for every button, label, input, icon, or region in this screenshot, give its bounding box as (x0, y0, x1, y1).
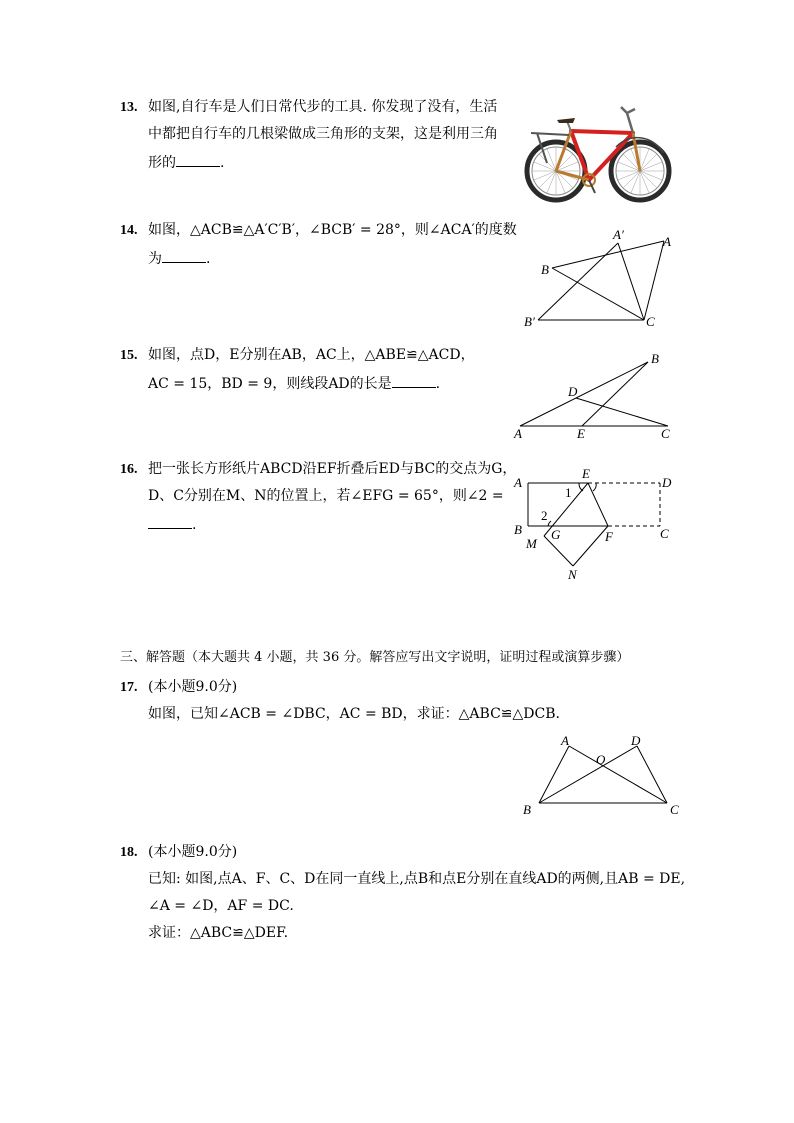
q13-number: 13. (120, 100, 138, 115)
bicycle-seat (557, 118, 575, 123)
q16-label-angle-1: 1 (565, 485, 572, 500)
q16-angle-E-arc (593, 483, 596, 491)
q18-score: (本小题9.0分) (148, 844, 238, 860)
q14-segment-B-C (552, 268, 644, 320)
q14-number: 14. (120, 223, 138, 238)
q18-line2: ∠A = ∠D，AF = DC. (148, 898, 294, 914)
q17-number: 17. (120, 680, 138, 695)
q16-number: 16. (120, 462, 138, 477)
q16-label-C: C (660, 526, 669, 541)
section-3-heading: 三、解答题（本大题共 4 小题，共 36 分。解答应写出文字说明，证明过程或演算步骤） (120, 650, 630, 665)
q16-figure (508, 464, 688, 584)
q15-segment-D-C (576, 398, 668, 426)
q14-figure (520, 228, 680, 328)
q14-line2-end: . (206, 251, 211, 267)
q14-label-C: C (646, 314, 655, 329)
q13-answer-blank (176, 152, 220, 167)
q16-label-angle-2: 2 (541, 508, 548, 523)
q15-label-B: B (651, 351, 659, 366)
q15-line2 (148, 373, 440, 393)
q16-label-N: N (568, 567, 577, 582)
q16-angle-2-arc (548, 521, 551, 526)
q16-line1: 把一张长方形纸片ABCD沿EF折叠后ED与BC的交点为G， (148, 461, 517, 477)
q15-line2-end: . (435, 376, 441, 392)
q15-answer-blank (392, 373, 436, 388)
q15-label-D: D (568, 384, 578, 399)
q16-line3 (148, 514, 196, 534)
q13-line3 (148, 152, 224, 172)
q18-line1: 已知: 如图,点A、F、C、D在同一直线上,点B和点E分别在直线AD的两侧,且AB = DE, (148, 871, 686, 887)
q16-label-B: B (514, 522, 522, 537)
q15-label-E: E (577, 426, 585, 441)
q14-segment-A-C (644, 241, 664, 320)
q16-label-E: E (582, 466, 590, 481)
q15-segment-A-B (520, 362, 648, 426)
q14-line2 (148, 248, 210, 268)
q15-line1: 如图，点D，E分别在AB，AC上，△ABE≌△ACD， (148, 347, 475, 363)
q14-label-A: A (663, 234, 671, 249)
q15-figure (510, 350, 680, 445)
q16-line2: D、C分别在M、N的位置上，若∠EFG = 65°，则∠2 = (148, 488, 504, 504)
q18-number: 18. (120, 845, 138, 860)
q17-label-B: B (523, 802, 531, 817)
q17-score: (本小题9.0分) (148, 679, 238, 695)
q16-label-D: D (662, 475, 672, 490)
q14-answer-blank (162, 248, 206, 263)
q15-number: 15. (120, 348, 138, 363)
q13-line1: 如图,自行车是人们日常代步的工具. 你发现了没有，生活 (148, 99, 498, 115)
q18-line3: 求证：△ABC≌△DEF. (148, 925, 289, 941)
q17-label-A: A (561, 733, 569, 748)
q17-label-C: C (670, 802, 679, 817)
q14-segment-Ap-C (618, 243, 644, 320)
bicycle-image (523, 103, 673, 203)
q16-label-F: F (605, 529, 613, 544)
q14-line2-text: 为 (148, 251, 162, 267)
q13-line3-end: . (220, 155, 225, 171)
q14-label-B-prime: B′ (524, 314, 535, 329)
q17-line1: 如图，已知∠ACB = ∠DBC，AC = BD，求证：△ABC≌△DCB. (148, 706, 560, 722)
q17-label-D: D (631, 733, 641, 748)
q15-label-C: C (661, 426, 670, 441)
q17-figure (515, 732, 685, 822)
q14-line1: 如图，△ACB≌△A′C′B′，∠BCB′ = 28°，则∠ACA′的度数 (148, 222, 517, 238)
q13-line3-text: 形的 (148, 155, 176, 171)
q14-segment-B-A (552, 241, 664, 268)
q16-label-M: M (526, 536, 537, 551)
q16-segment-E-F (588, 483, 608, 526)
q14-label-A-prime: A′ (613, 227, 624, 242)
q16-segment-N-F (573, 526, 608, 566)
q14-label-B: B (541, 262, 549, 277)
q16-line3-end: . (192, 517, 197, 533)
q16-label-A: A (514, 475, 522, 490)
q15-label-A: A (514, 426, 522, 441)
q16-answer-blank (148, 514, 192, 529)
q15-line2-text: AC = 15，BD = 9，则线段AD的长是 (148, 376, 392, 392)
q16-label-G: G (551, 527, 561, 542)
q13-line2: 中都把自行车的几根梁做成三角形的支架，这是利用三角 (148, 126, 498, 142)
q17-label-O: O (596, 752, 606, 767)
bicycle-handlebar (621, 107, 635, 133)
